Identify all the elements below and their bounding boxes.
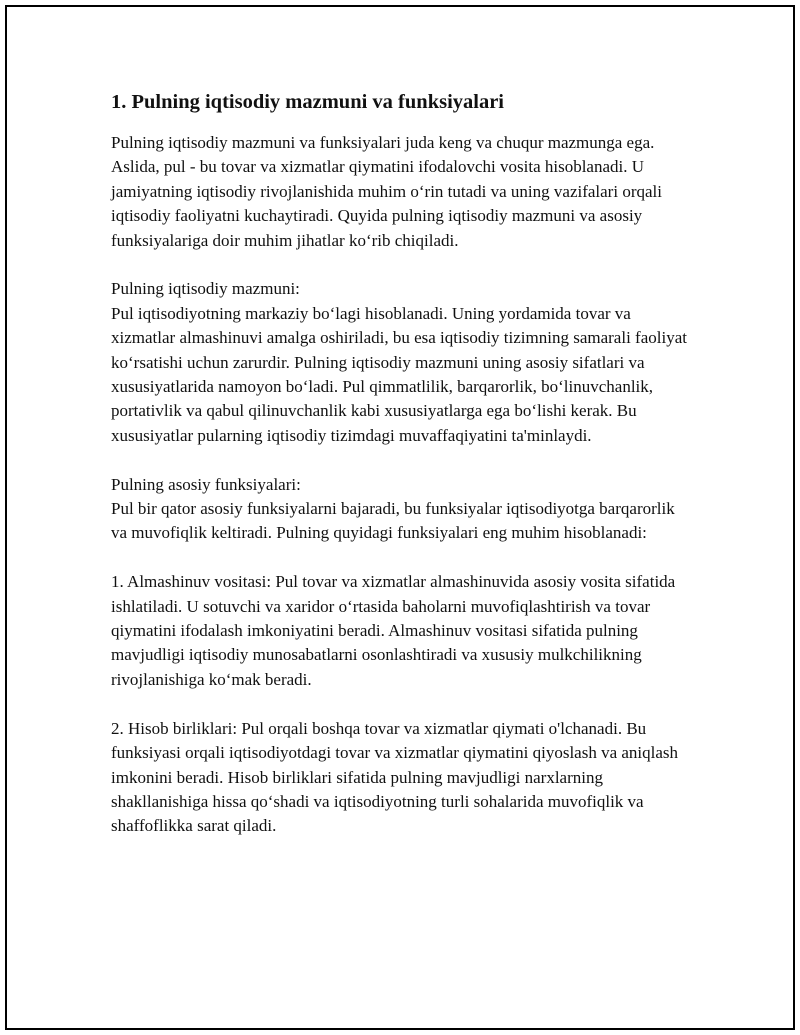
section-body-functions: Pul bir qator asosiy funksiyalarni bajaradi, bu funksiyalar iqtisodiyotga barqarorlik va muvofiqlik keltiradi. Pulning quyidagi funksiyalari eng muhim hisoblanadi:: [111, 499, 675, 543]
section-body-content: Pul iqtisodiyotning markaziy bo‘lagi hisoblanadi. Uning yordamida tovar va xizmatlar almashinuvi amalga oshiriladi, bu esa iqtisodiy tizimning samarali faoliyat ko‘rsatishi uchun zarurdir. Pulning iqtisodiy mazmuni uning asosiy sifatlari va xususiyatlarida namoyon bo‘ladi. Pul qimmatlilik, barqarorlik, bo‘linuvchanlik, portativlik va qabul qilinuvchanlik kabi xususiyatlarga ega bo‘lishi kerak. Bu xususiyatlar pularning iqtisodiy tizimdagi muvaffaqiyatini ta'minlaydi.: [111, 303, 687, 445]
section-heading-content: Pulning iqtisodiy mazmuni:: [111, 279, 300, 299]
section-heading-functions: Pulning asosiy funksiyalari:: [111, 474, 301, 494]
list-item-unit-of-account: 2. Hisob birliklari: Pul orqali boshqa tovar va xizmatlar qiymati o'lchanadi. Bu funksiyasi orqali iqtisodiyotdagi tovar va xizmatlar qiymatini qiyoslash va aniqlash imkonini beradi. Hisob birliklari sifatida pulning mavjudligi narxlarning shakllanishiga hissa qo‘shadi va iqtisodiyotning turli sohalarida muvofiqlik va shaffoflikka sarat qiladi.: [111, 718, 679, 836]
intro-paragraph: Pulning iqtisodiy mazmuni va funksiyalari juda keng va chuqur mazmunga ega. Aslida, pul - bu tovar va xizmatlar qiymatini ifodalovchi vosita hisoblanadi. U jamiyatning iqtisodiy rivojlanishida muhim o‘rin tutadi va uning vazifalari orqali iqtisodiy faoliyatni kuchaytiradi. Quyida pulning iqtisodiy mazmuni va asosiy funksiyalariga doir muhim jihatlar ko‘rib chiqiladi.: [111, 133, 662, 250]
document-title: 1. Pulning iqtisodiy mazmuni va funksiyalari: [111, 91, 505, 113]
document-content: [111, 88, 693, 863]
list-item-exchange-medium: 1. Almashinuv vositasi: Pul tovar va xizmatlar almashinuvida asosiy vosita sifatida ishlatiladi. U sotuvchi va xaridor o‘rtasida baholarni muvofiqlashtirish va tovar qiymatini ifodalash imkoniyatini beradi. Almashinuv vositasi sifatida pulning mavjudligi iqtisodiy munosabatlarni osonlashtiradi va xususiy mulkchilikning rivojlanishiga ko‘mak beradi.: [111, 572, 676, 689]
